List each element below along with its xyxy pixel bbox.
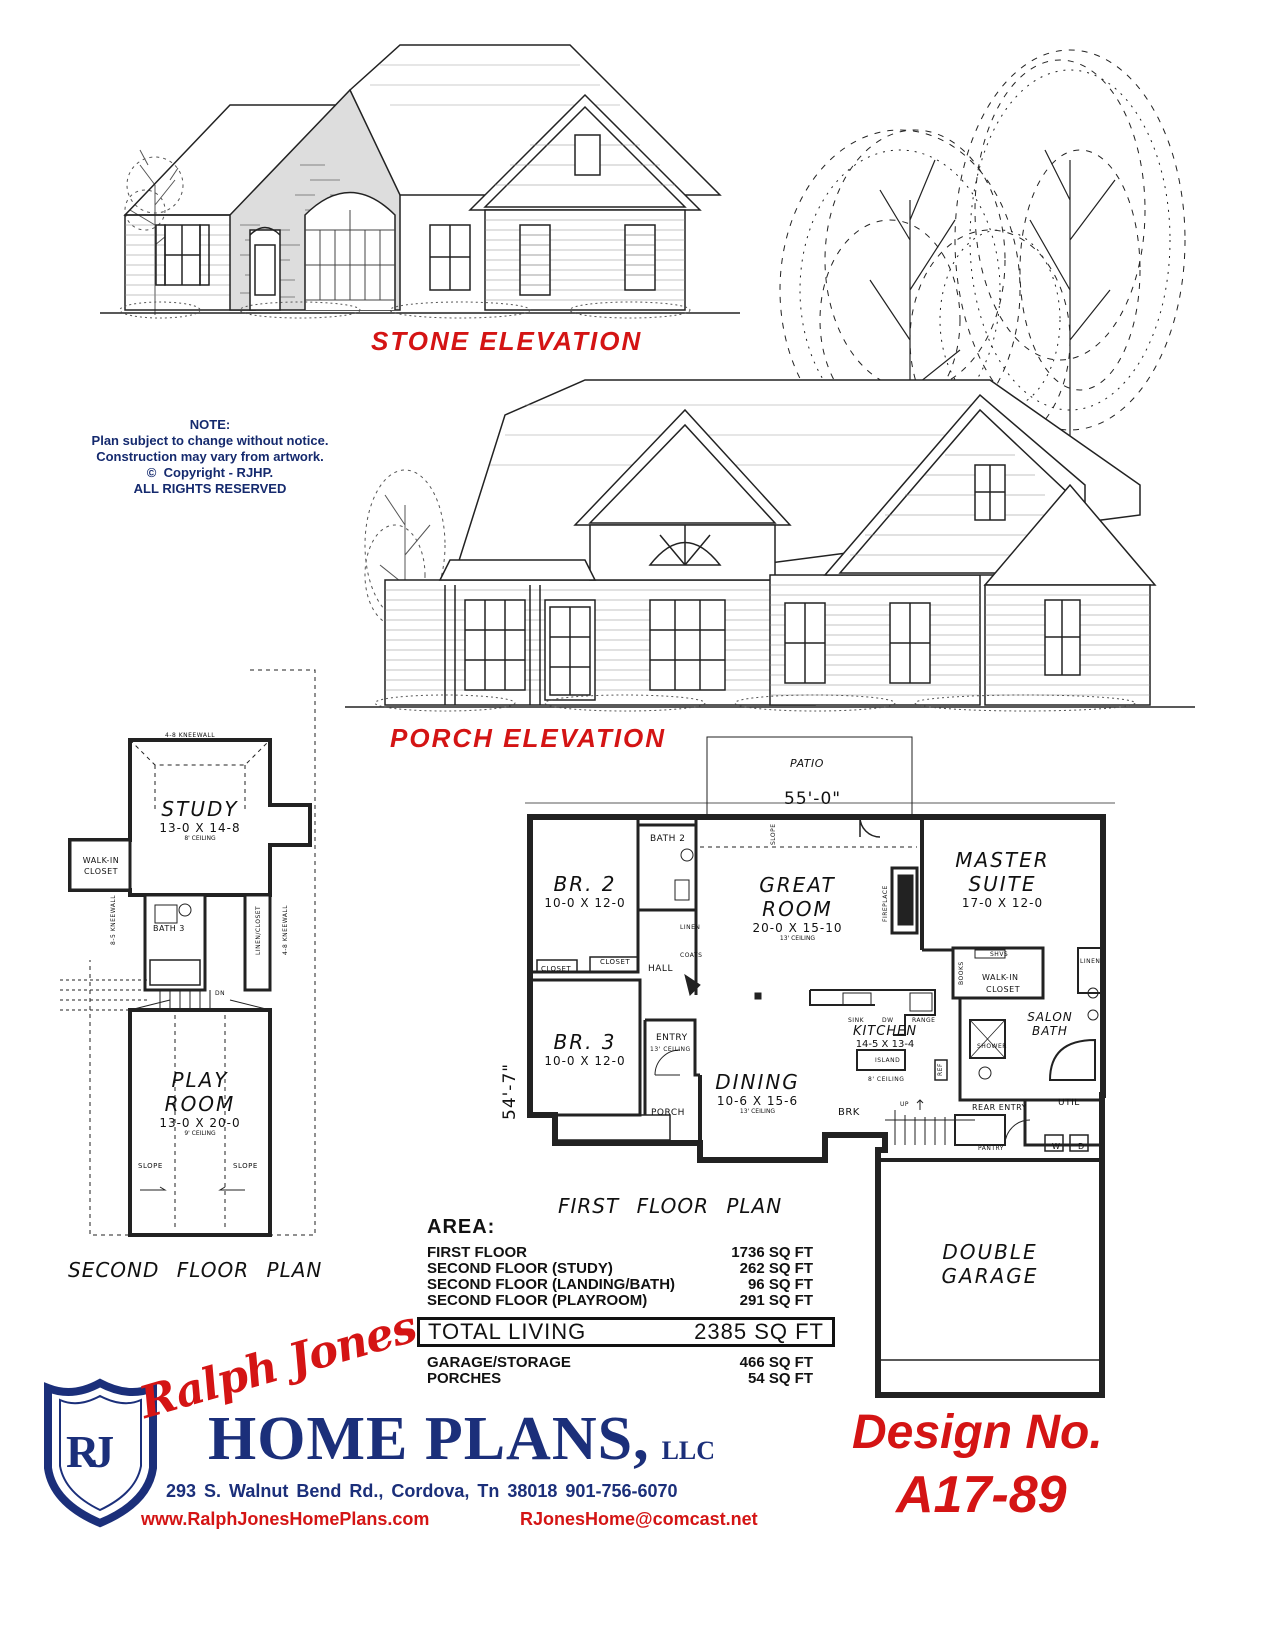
rear-entry-label: REAR ENTRY — [972, 1103, 1028, 1112]
area-row-value: 1736 SQ FT — [731, 1244, 813, 1261]
porch-elevation-drawing — [345, 375, 1195, 720]
br2-dims: 10-0 X 12-0 — [544, 896, 626, 910]
dining-dims: 10-6 X 15-6 — [716, 1094, 799, 1108]
area-row-value: 96 SQ FT — [747, 1276, 813, 1293]
company-main: HOME PLANS, — [208, 1405, 650, 1473]
company-website: www.RalphJonesHomePlans.com — [141, 1509, 430, 1529]
study-dims: 13-0 X 14-8 — [159, 821, 241, 835]
walkin-closet-line1: WALK-IN — [82, 856, 120, 865]
washer-label: W — [1052, 1142, 1061, 1151]
master-dims: 17-0 X 12-0 — [961, 896, 1044, 910]
walkin-closet2-label: CLOSET — [986, 985, 1021, 994]
playroom-name-2: ROOM — [164, 1092, 236, 1116]
garage-name-2: GARAGE — [941, 1264, 1039, 1288]
note-copyright — [60, 465, 360, 481]
company-llc: LLC — [661, 1436, 716, 1465]
util-label: UTIL — [1058, 1098, 1080, 1108]
total-living-value: 2385 SQ FT — [694, 1319, 824, 1344]
walkin-closet-line2: CLOSET — [83, 867, 119, 876]
island-label: ISLAND — [875, 1057, 901, 1064]
walkin-closet-label — [76, 855, 126, 877]
entry-label: ENTRY — [656, 1033, 688, 1043]
porch-elevation-label: PORCH ELEVATION — [390, 723, 667, 753]
garage-room — [915, 1240, 1065, 1288]
total-living-box — [417, 1317, 835, 1347]
total-living-label: TOTAL LIVING — [428, 1319, 587, 1344]
pantry-label: PANTRY — [978, 1145, 1004, 1152]
dn-label: DN — [215, 990, 226, 997]
second-floor-caption: SECOND FLOOR PLAN — [68, 1258, 323, 1282]
area-table — [427, 1216, 847, 1387]
area-row-label: PORCHES — [427, 1370, 502, 1387]
note-title: NOTE: — [189, 417, 231, 432]
study-name: STUDY — [161, 797, 239, 821]
dining-name: DINING — [715, 1070, 800, 1094]
garage-name-1: DOUBLE — [942, 1240, 1038, 1264]
slope-left-label: SLOPE — [138, 1162, 163, 1170]
great-room-dims: 20-0 X 15-10 — [752, 921, 843, 935]
bath2-label: BATH 2 — [650, 834, 686, 844]
great-room-name-2: ROOM — [762, 897, 833, 921]
area-row-label: SECOND FLOOR (PLAYROOM) — [427, 1292, 648, 1309]
area-row-value: 466 SQ FT — [739, 1354, 813, 1371]
master-suite-room — [935, 848, 1070, 910]
area-row — [427, 1277, 813, 1293]
ref-label: REF — [937, 1063, 944, 1076]
dining-room — [700, 1070, 815, 1115]
copyright-symbol: © — [146, 465, 157, 480]
salon-name-1: SALON — [1027, 1010, 1073, 1024]
dw-label: DW — [882, 1017, 894, 1024]
area-row-value: 54 SQ FT — [747, 1370, 813, 1387]
master-linen-label: LINEN — [1080, 958, 1101, 965]
porch-label: PORCH — [651, 1108, 685, 1118]
area-row — [427, 1293, 813, 1309]
br3-dims: 10-0 X 12-0 — [544, 1054, 626, 1068]
study-ceiling: 8' CEILING — [184, 835, 216, 842]
note-line-3: Copyright - RJHP. — [163, 465, 274, 480]
great-room — [730, 873, 865, 942]
up-label: UP — [900, 1101, 910, 1108]
linen-label: LINEN — [680, 924, 701, 931]
second-floor-plan-drawing — [40, 660, 340, 1300]
area-row — [427, 1245, 813, 1261]
range-label: RANGE — [912, 1017, 936, 1024]
note-line-4: ALL RIGHTS RESERVED — [133, 481, 287, 496]
area-row-label: GARAGE/STORAGE — [427, 1354, 571, 1371]
br3-room — [535, 1030, 635, 1068]
walkin-label: WALK-IN — [982, 973, 1019, 982]
note-line-1: Plan subject to change without notice. — [91, 433, 329, 448]
script-name: Ralph Jones — [133, 1301, 422, 1429]
area-title: AREA: — [427, 1216, 496, 1238]
bath3-label: BATH 3 — [153, 924, 185, 933]
stone-elevation-label: STONE ELEVATION — [371, 326, 643, 356]
kitchen-room — [840, 1024, 930, 1050]
kitchen-ceiling-label: 8' CEILING — [868, 1076, 905, 1083]
great-room-name-1: GREAT — [759, 873, 836, 897]
closet-label-2: CLOSET — [600, 958, 631, 966]
br3-name: BR. 3 — [553, 1030, 617, 1054]
slope-label: SLOPE — [770, 823, 777, 845]
design-number: A17-89 — [896, 1466, 1067, 1524]
fireplace-label: FIREPLACE — [882, 885, 889, 922]
shvs-label: SHVS — [990, 951, 1009, 958]
area-row — [427, 1261, 813, 1277]
width-dimension: 55'-0" — [784, 789, 842, 809]
master-name-2: SUITE — [968, 872, 1037, 896]
kneewall-bath-label: 8-5 KNEEWALL — [110, 894, 117, 945]
master-name-1: MASTER — [955, 848, 1050, 872]
linen-closet-label: LINEN/CLOSET — [255, 905, 262, 955]
area-row-label: SECOND FLOOR (STUDY) — [427, 1260, 613, 1277]
kitchen-dims: 14-5 X 13-4 — [855, 1039, 915, 1050]
playroom-dims: 13-0 X 20-0 — [159, 1116, 241, 1130]
playroom-ceiling: 9' CEILING — [184, 1130, 216, 1137]
company-email: RJonesHome@comcast.net — [520, 1509, 758, 1529]
salon-bath-room — [1015, 1010, 1085, 1038]
company-name — [208, 1404, 715, 1475]
entry-ceiling-label: 13' CEILING — [650, 1046, 691, 1053]
playroom-name-1: PLAY — [171, 1068, 229, 1092]
brk-label: BRK — [838, 1107, 860, 1118]
study-room — [130, 797, 270, 842]
closet-label-1: CLOSET — [541, 965, 572, 973]
note-line-2: Construction may vary from artwork. — [96, 449, 324, 464]
note-block — [60, 417, 360, 497]
books-label: BOOKS — [958, 961, 965, 985]
kneewall-top-label: 4-8 KNEEWALL — [165, 732, 216, 739]
first-floor-caption: FIRST FLOOR PLAN — [558, 1194, 783, 1218]
br2-name: BR. 2 — [553, 872, 617, 896]
kitchen-name: KITCHEN — [852, 1024, 918, 1039]
patio-label: PATIO — [790, 757, 824, 770]
depth-dimension: 54'-7" — [500, 1062, 520, 1120]
area-row-value: 291 SQ FT — [739, 1292, 813, 1309]
dryer-label: D — [1078, 1142, 1085, 1151]
slope-right-label: SLOPE — [233, 1162, 258, 1170]
area-row-label: SECOND FLOOR (LANDING/BATH) — [427, 1276, 676, 1293]
area-extra-row — [427, 1355, 813, 1371]
sink-label: SINK — [848, 1017, 865, 1024]
design-label: Design No. — [852, 1406, 1103, 1459]
area-extra-row — [427, 1371, 813, 1387]
great-room-ceiling: 13' CEILING — [779, 935, 816, 942]
br2-room — [535, 872, 635, 910]
kneewall-side-label: 4-8 KNEEWALL — [282, 904, 289, 955]
shower-label: SHOWER — [977, 1043, 1007, 1050]
area-row-value: 262 SQ FT — [739, 1260, 813, 1277]
playroom-room — [130, 1068, 270, 1137]
company-address: 293 S. Walnut Bend Rd., Cordova, Tn 38018 901-756-6070 — [166, 1481, 678, 1501]
coats-label: COATS — [680, 952, 703, 959]
hall-label: HALL — [648, 964, 673, 974]
logo-letters: RJ — [66, 1426, 107, 1477]
area-row-label: FIRST FLOOR — [427, 1244, 527, 1261]
stone-elevation-drawing — [100, 35, 740, 330]
salon-name-2: BATH — [1032, 1024, 1068, 1038]
dining-ceiling: 13' CEILING — [739, 1108, 776, 1115]
